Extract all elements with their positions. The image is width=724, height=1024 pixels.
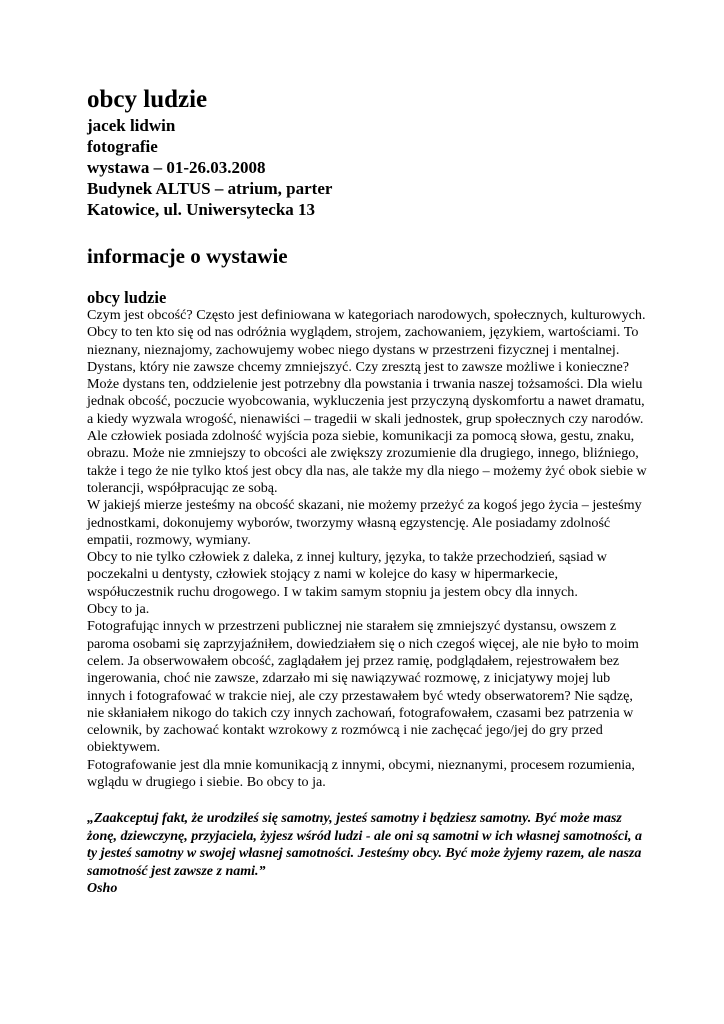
genre-line: fotografie — [87, 137, 158, 156]
venue-line: Budynek ALTUS – atrium, parter — [87, 179, 333, 198]
author-line: jacek lidwin — [87, 116, 176, 135]
address-line: Katowice, ul. Uniwersytecka 13 — [87, 200, 316, 219]
paragraph: Ale człowiek posiada zdolność wyjścia poza siebie, komunikacji za pomocą słowa, gestu, znaku, obrazu. Może nie zmniejszy to obcości ale zwiększy zrozumienie dla drugiego, innego, bliźniego, także i tego że nie tylko ktoś jest obcy dla nas, ale także my dla niego – możemy żyć obok siebie w tolerancji, współpracując ze sobą. — [87, 428, 647, 496]
section-subtitle: obcy ludzie — [87, 288, 167, 307]
paragraph: Fotografując innych w przestrzeni publicznej nie starałem się zmniejszyć dystansu, owszem z paroma osobami się zaprzyjaźniłem, dowiedziałem się o nich czegoś więcej, ale nie było to moim celem. Ja obserwowałem obcość, zaglądałem jej przez ramię, podglądałem, rejestrowałem bez ingerowania, choć nie zawsze, zdarzało mi się nawiązywać rozmowę, z inicjatywy mojej lub innych i fotografować w trakcie niej, ale czy przestawałem być wtedy obserwatorem? Nie sądzę, nie skłaniałem nikogo do takich czy innych zachowań, fotografowałem, czasami bez patrzenia w celownik, by zachować kontakt wzrokowy z rozmówcą i nie zachęcać jego/jej do gry przed obiektywem. — [87, 618, 639, 756]
section-title: informacje o wystawie — [87, 244, 288, 268]
quote-author: Osho — [87, 880, 118, 896]
paragraph: W jakiejś mierze jesteśmy na obcość skazani, nie możemy przeżyć za kogoś jego życia – jesteśmy jednostkami, dokonujemy wyborów, tworzymy własną egzystencję. Ale posiadamy zdolność empatii, rozmowy, wymiany. — [87, 497, 642, 548]
quote-block — [87, 810, 647, 897]
paragraph: Obcy to ja. — [87, 601, 150, 618]
document-title: obcy ludzie — [87, 86, 208, 113]
exhibition-dates-line: wystawa – 01-26.03.2008 — [87, 158, 266, 177]
quote-text: „Zaakceptuj fakt, że urodziłeś się samotny, jesteś samotny i będziesz samotny. Być może masz żonę, dziewczynę, przyjaciela, żyjesz wśród ludzi - ale oni są samotni w ich własnej samotności, a ty jesteś samotny w swojej własnej samotności. Jesteśmy obcy. Być może żyjemy razem, ale nasza samotność jest zawsze z nami.” — [87, 811, 642, 879]
paragraph: Czym jest obcość? Często jest definiowana w kategoriach narodowych, społecznych, kulturowych. Obcy to ten kto się od nas odróżnia wyglądem, strojem, zachowaniem, językiem, wartościami. To nieznany, nieznajomy, zachowujemy wobec niego dystans w przestrzeni fizycznej i mentalnej. Dystans, który nie zawsze chcemy zmniejszyć. Czy zresztą jest to zawsze możliwe i konieczne? Może dystans ten, oddzielenie jest potrzebny dla powstania i trwania naszej tożsamości. Dla wielu jednak obcość, poczucie wyobcowania, wykluczenia jest przyczyną dyskomfortu a nawet dramatu, a kiedy wyzwala wrogość, nienawiści – tragedii w skali jednostek, grup społecznych czy narodów. — [87, 307, 646, 427]
body-text — [87, 307, 647, 791]
paragraph: Fotografowanie jest dla mnie komunikacją z innymi, obcymi, nieznanymi, procesem rozumienia, wglądu w drugiego i siebie. Bo obcy to ja. — [87, 756, 635, 791]
document-page — [87, 86, 647, 897]
paragraph: Obcy to nie tylko człowiek z daleka, z innej kultury, języka, to także przechodzień, sąsiad w poczekalni u dentysty, człowiek stojący z nami w kolejce do kasy w hipermarkecie, współuczestnik ruchu drogowego. I w takim samym stopniu ja jestem obcy dla innych. — [87, 549, 607, 600]
